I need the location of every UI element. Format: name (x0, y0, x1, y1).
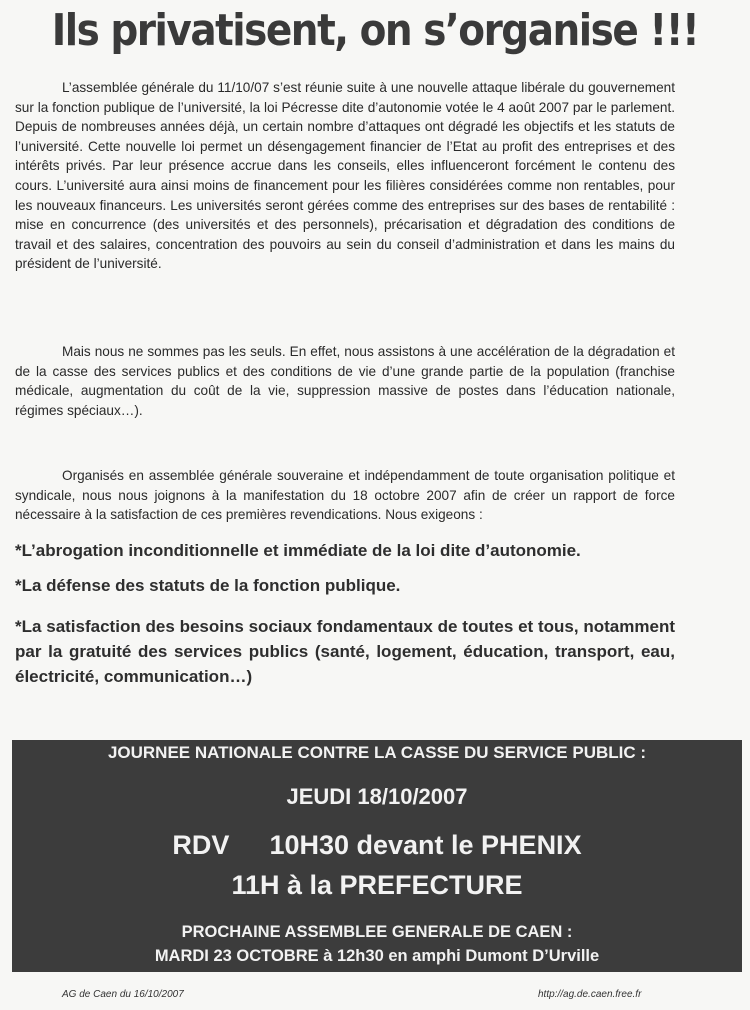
call-paragraph: Organisés en assemblée générale souveraine et indépendamment de toute organisation politique et syndicale, nous nous joignons à la manifestation du 18 octobre 2007 afin de créer un rapport de force nécessaire à la satisfaction de ces premières revendications. Nous exigeons : (15, 468, 675, 523)
event-banner (12, 740, 742, 972)
context-paragraph: Mais nous ne sommes pas les seuls. En effet, nous assistons à une accélération de la dégradation et de la casse des services publics et des conditions de vie d’une grande partie de la population (franchise médicale, augmentation du coût de la vie, suppression massive de postes dans l’éducation nationale, régimes spéciaux…). (15, 344, 675, 418)
demand-besoins: *La satisfaction des besoins sociaux fondamentaux de toutes et tous, notamment par la gratuité des services publics (santé, logement, éducation, transport, eau, électricité, communication…) (15, 617, 675, 686)
demand-statuts: *La défense des statuts de la fonction publique. (15, 576, 401, 595)
intro-paragraph: L’assemblée générale du 11/10/07 s’est réunie suite à une nouvelle attaque libérale du gouvernement sur la fonction publique de l’université, la loi Pécresse dite d’autonomie votée le 4 août 2007 par le parlement. Depuis de nombreuses années déjà, un certain nombre d’attaques ont dégradé les objectifs et les statuts de l’université. Cette nouvelle loi permet un désengagement financier de l’Etat au profit des entreprises et des intérêts privés. Par leur présence accrue dans les conseils, elles influenceront forcément le contenu des cours. L’université aura ainsi moins de financement pour les filières considérées comme non rentables, pour les nouveaux financeurs. Les universités seront gérées comme des entreprises sur des bases de rentabilité : mise en concurrence (des universités et des personnels), précarisation et dégradation des conditions de travail et des salaires, concentration des pouvoirs au sein du conseil d’administration et dans les mains du président de l’université. (15, 80, 675, 272)
rdv-place: 10H30 devant le PHENIX (269, 830, 582, 860)
demand-abrogation: *L’abrogation inconditionnelle et immédiate de la loi dite d’autonomie. (15, 541, 581, 560)
rdv-label: RDV (172, 830, 230, 860)
banner-prefecture: 11H à la PREFECTURE (231, 870, 523, 900)
banner-next-ag: PROCHAINE ASSEMBLEE GENERALE DE CAEN : (181, 923, 573, 941)
page-title: Ils privatisent, on s’organise !!! (51, 6, 699, 57)
banner-date: JEUDI 18/10/2007 (286, 784, 468, 809)
banner-next-ag-date: MARDI 23 OCTOBRE à 12h30 en amphi Dumont D’Urville (154, 947, 600, 965)
footer-url: http://ag.de.caen.free.fr (538, 989, 642, 1000)
footer-origin: AG de Caen du 16/10/2007 (62, 989, 184, 1000)
banner-rdv (12, 830, 742, 861)
banner-headline: JOURNEE NATIONALE CONTRE LA CASSE DU SERVICE PUBLIC : (107, 743, 647, 762)
